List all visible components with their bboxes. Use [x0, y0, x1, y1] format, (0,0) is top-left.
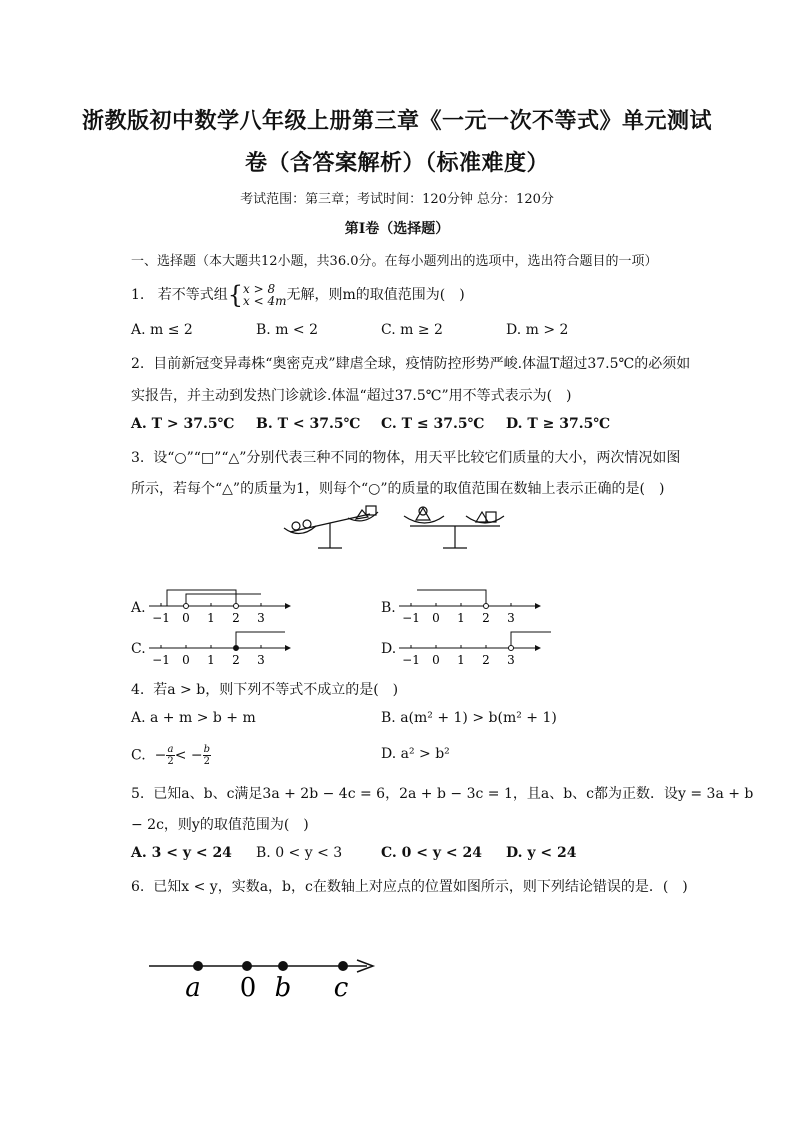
tick-label: −1 — [152, 611, 170, 625]
tick-label: −1 — [402, 653, 420, 667]
tick-label: −1 — [402, 611, 420, 625]
q2-option-b[interactable]: B. T < 37.5℃ — [256, 416, 361, 432]
q3-option-c-label[interactable]: C. — [131, 641, 146, 657]
fraction-denominator: 2 — [167, 756, 174, 767]
q5-option-c[interactable]: C. 0 < y < 24 — [381, 845, 482, 861]
q4-option-a[interactable]: A. a + m > b + m — [131, 710, 256, 726]
q5-stem-line1 — [131, 783, 753, 803]
q6-number: 6. — [131, 879, 145, 895]
q4-number: 4. — [131, 682, 145, 698]
square-weight-icon — [366, 506, 376, 515]
level-balance — [404, 507, 504, 548]
q1-system — [243, 283, 286, 307]
q3-stem-line1 — [131, 447, 680, 467]
tick-label: 3 — [507, 611, 515, 625]
q5-option-d[interactable]: D. y < 24 — [506, 845, 577, 861]
point-zero — [242, 961, 252, 971]
q5-line2: − 2c，则y的取值范围为( ) — [131, 817, 309, 833]
q1-pre: 若不等式组 — [157, 287, 228, 303]
brace-icon: { — [227, 281, 243, 309]
point-c — [338, 961, 348, 971]
tick-label: 2 — [232, 611, 240, 625]
q6-number-line-figure — [145, 950, 385, 1010]
paper-title-line1: 浙教版初中数学八年级上册第三章《一元一次不等式》单元测试 — [81, 109, 712, 134]
q1-option-d[interactable]: D. m > 2 — [506, 322, 569, 338]
q2-line2: 实报告，并主动到发热门诊就诊.体温“超过37.5℃”用不等式表示为( ) — [131, 388, 572, 404]
tick-label: 0 — [432, 653, 440, 667]
q5-option-b[interactable]: B. 0 < y < 3 — [256, 845, 343, 861]
tick-label: 1 — [457, 611, 465, 625]
q1-system-top: x > 8 — [243, 282, 276, 296]
tick-label: 1 — [457, 653, 465, 667]
q4-stem — [131, 679, 398, 699]
point-label-c: c — [333, 973, 349, 1003]
q3-option-d-number-line[interactable] — [395, 628, 555, 668]
tick-label: 3 — [507, 653, 515, 667]
tick-label: 1 — [207, 653, 215, 667]
q6-stem — [131, 876, 688, 896]
triangle-weight-icon — [416, 508, 430, 520]
tick-label: 3 — [257, 653, 265, 667]
tick-label: 2 — [232, 653, 240, 667]
point-a — [193, 961, 203, 971]
q2-option-d[interactable]: D. T ≥ 37.5℃ — [506, 416, 611, 432]
q3-option-a-label[interactable]: A. — [131, 600, 146, 616]
paper-title-line2: 卷（含答案解析）（标准难度） — [244, 151, 549, 176]
point-label-b: b — [274, 973, 292, 1003]
q1-post: 无解，则m的取值范围为( ) — [286, 287, 465, 303]
q4-option-d[interactable]: D. a² > b² — [381, 746, 450, 762]
part1-heading: 一、选择题（本大题共12小题，共36.0分。在每小题列出的选项中，选出符合题目的一项） — [131, 254, 658, 269]
q1-option-b[interactable]: B. m < 2 — [256, 322, 319, 338]
q5-number: 5. — [131, 786, 145, 802]
q3-line2: 所示，若每个“△”的质量为1，则每个“○”的质量的取值范围在数轴上表示正确的是( ) — [131, 481, 665, 497]
fraction-denominator: 2 — [203, 756, 210, 767]
q1-option-c[interactable]: C. m ≥ 2 — [381, 322, 443, 338]
q1-system-bottom: x < 4m — [243, 294, 287, 308]
q4-option-c[interactable] — [131, 744, 211, 767]
q3-option-b-number-line[interactable] — [395, 586, 545, 626]
q2-option-a[interactable]: A. T > 37.5℃ — [131, 416, 235, 432]
tick-label: 2 — [482, 653, 490, 667]
q2-line1: 目前新冠变异毒株“奥密克戎”肆虐全球，疫情防控形势严峻.体温T超过37.5℃的必须如 — [153, 356, 691, 372]
tick-label: 1 — [207, 611, 215, 625]
fraction-numerator: b — [203, 744, 210, 755]
q3-number: 3. — [131, 450, 145, 466]
point-b — [278, 961, 288, 971]
tick-label: 0 — [182, 653, 190, 667]
q1-stem — [131, 283, 465, 307]
less-than-minus: < − — [174, 747, 203, 764]
fraction-b-over-2 — [203, 744, 211, 767]
q3-option-d-label[interactable]: D. — [381, 641, 397, 657]
q3-option-c-number-line[interactable] — [145, 628, 295, 668]
q1-number: 1. — [131, 287, 145, 303]
q3-option-b-label[interactable]: B. — [381, 600, 396, 616]
tick-label: 0 — [432, 611, 440, 625]
q4-option-b[interactable]: B. a(m² + 1) > b(m² + 1) — [381, 710, 557, 726]
q2-option-c[interactable]: C. T ≤ 37.5℃ — [381, 416, 485, 432]
tick-label: 3 — [257, 611, 265, 625]
q4-stem-text: 若a > b，则下列不等式不成立的是( ) — [153, 682, 399, 698]
q3-line1: 设“○”“□”“△”分别代表三种不同的物体，用天平比较它们质量的大小，两次情况如图 — [153, 450, 681, 466]
tick-label: −1 — [152, 653, 170, 667]
circle-weight-icon — [292, 522, 300, 530]
q5-option-a[interactable]: A. 3 < y < 24 — [131, 845, 232, 861]
q1-option-a[interactable]: A. m ≤ 2 — [131, 322, 193, 338]
fraction-numerator: a — [167, 744, 174, 755]
q5-line1: 已知a、b、c满足3a + 2b − 4c = 6，2a + b − 3c = 1，且a、b、c都为正数．设y = 3a + b — [153, 786, 754, 802]
section-title: 第I卷（选择题） — [344, 221, 450, 237]
tilted-balance — [284, 506, 378, 548]
tick-label: 0 — [182, 611, 190, 625]
q4-option-c-label: C. — [131, 747, 146, 764]
tick-label: 2 — [482, 611, 490, 625]
point-label-a: a — [185, 973, 201, 1003]
balance-scales-figure — [280, 500, 520, 560]
q2-number: 2. — [131, 356, 145, 372]
fraction-a-over-2 — [166, 744, 174, 767]
point-label-zero: 0 — [239, 973, 257, 1003]
q6-stem-text: 已知x < y，实数a，b，c在数轴上对应点的位置如图所示，则下列结论错误的是．( ) — [153, 879, 688, 895]
exam-info: 考试范围：第三章；考试时间：120分钟 总分：120分 — [240, 192, 554, 207]
q3-option-a-number-line[interactable] — [145, 586, 295, 626]
minus-sign: − — [154, 747, 167, 764]
circle-weight-icon — [303, 520, 311, 528]
q2-stem-line1 — [131, 353, 690, 373]
